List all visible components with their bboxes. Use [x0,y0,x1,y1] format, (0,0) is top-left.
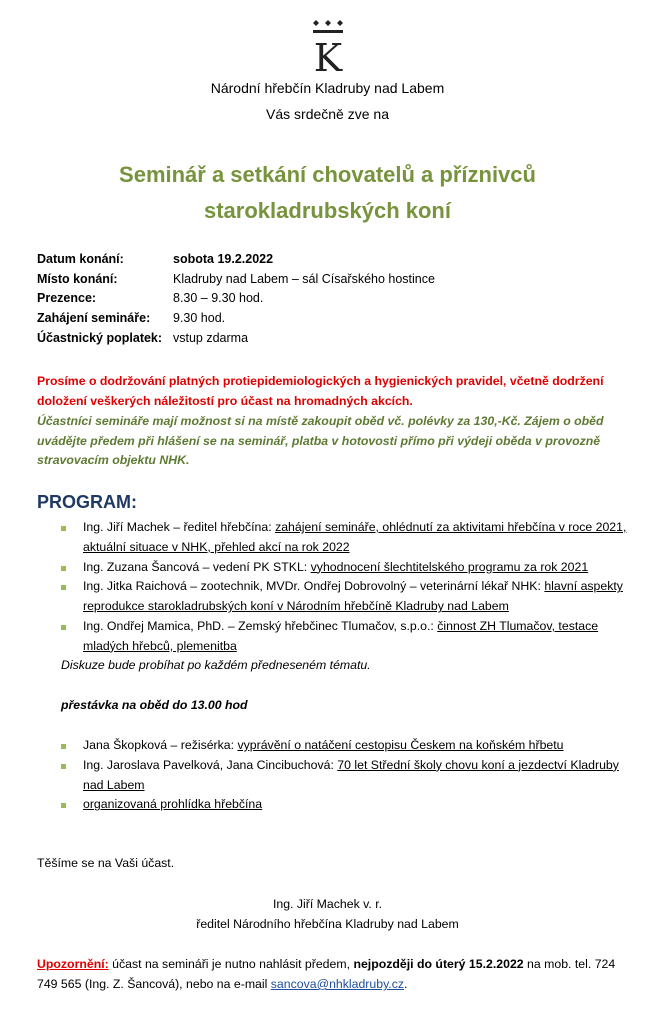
logo-letter: K [313,36,343,74]
discussion-note: Diskuze bude probíhat po každém předneseném tématu. [61,658,371,672]
square-bullet-icon [61,764,66,769]
email-link[interactable]: sancova@nhkladruby.cz [270,977,405,991]
warning-deadline: nejpozději do úterý 15.2.2022 [353,957,524,971]
list-item [59,518,639,558]
info-row-start [37,309,435,329]
kladruby-logo [312,18,344,74]
square-bullet-icon [61,744,66,749]
speaker: Jana Škopková – režisérka: [83,738,238,752]
hygiene-notice: Prosíme o dodržování platných protiepidemiologických a hygienických pravidel, včetně dodržení doložení veškerých náležitostí pro účast na hromadných akcích. [37,374,604,408]
event-info [37,250,435,348]
topic: hlavní aspekty reprodukce starokladrubských koní v Národním hřebčíně Kladruby nad Labem [83,579,623,614]
speaker: Ing. Jaroslava Pavelková, Jana Cincibuchová: [83,757,338,772]
list-item [59,795,639,815]
info-label: Místo konání: [37,271,118,286]
square-bullet-icon [61,526,66,531]
closing-line: Těšíme se na Vaši účast. [37,856,175,870]
list-item [59,617,639,657]
info-value: sobota 19.2.2022 [173,252,274,266]
program-list-afternoon [59,736,639,815]
info-label: Účastnický poplatek: [37,330,163,345]
info-row-date [37,250,435,270]
topic: zahájení semináře, ohlédnutí za aktivitami hřebčína v roce 2021, aktuální situace v NHK, přehled akcí na rok 2022 [83,520,627,554]
topic: organizovaná prohlídka hřebčína [83,797,263,812]
warning-contact: na mob. tel. 724 749 565 (Ing. Z. Šancová), nebo na e-mail [37,957,616,991]
list-item [59,736,639,756]
registration-warning [37,954,627,994]
info-row-registration [37,289,435,309]
info-row-place [37,270,435,290]
program-list-morning [59,518,639,657]
warning-end: . [404,977,408,991]
speaker: Ing. Zuzana Šancová – vedení PK STKL: [83,559,311,574]
info-label: Datum konání: [37,252,124,266]
topic: 70 let Střední školy chovu koní a jezdectví Kladruby nad Labem [83,757,619,792]
list-item [59,577,639,617]
topic: vyprávění o natáčení cestopisu Českem na koňském hřbetu [237,738,564,752]
organization-name: Národní hřebčín Kladruby nad Labem [210,80,445,96]
info-label: Zahájení semináře: [37,311,151,326]
info-value: 8.30 – 9.30 hod. [173,291,264,306]
warning-text: účast na semináři je nutno nahlásit předem, [108,957,354,971]
lunch-break: přestávka na oběd do 13.00 hod [61,698,248,712]
square-bullet-icon [61,566,66,571]
speaker: Ing. Ondřej Mamica, PhD. – Zemský hřebčinec Tlumačov, s.p.o.: [83,618,438,633]
list-item [59,558,639,578]
signature-name: Ing. Jiří Machek v. r. [272,897,383,911]
crown-k-logo-icon [312,18,344,74]
warning-label: Upozornění: [37,957,109,971]
topic: vyhodnocení šlechtitelského programu za rok 2021 [310,559,589,574]
list-item [59,756,639,796]
lunch-notice: Účastníci semináře mají možnost si na místě zakoupit oběd vč. polévky za 130,-Kč. Zájem o oběd uvádějte předem při hlášení se na seminář, platba v hotovosti přímo při výdeji oběda v provozně stravovacím objektu NHK. [37,414,604,467]
topic: činnost ZH Tlumačov, testace mladých hřebců, plemenitba [83,618,599,653]
info-value: vstup zdarma [173,330,249,345]
program-heading: PROGRAM: [37,492,137,512]
title-line-2: starokladrubských koní [204,198,451,223]
square-bullet-icon [61,625,66,630]
square-bullet-icon [61,585,66,590]
title-line-1: Seminář a setkání chovatelů a příznivců [119,162,536,187]
invite-line: Vás srdečně zve na [266,106,389,122]
speaker: Ing. Jitka Raichová – zootechnik, MVDr. Ondřej Dobrovolný – veterinární lékař NHK: [83,579,545,594]
info-value: 9.30 hod. [173,311,226,326]
square-bullet-icon [61,803,66,808]
info-value: Kladruby nad Labem – sál Císařského hostince [173,271,435,286]
speaker: Ing. Jiří Machek – ředitel hřebčína: [83,520,276,534]
info-label: Prezence: [37,291,97,306]
info-row-fee [37,329,435,349]
signature-role: ředitel Národního hřebčína Kladruby nad Labem [196,917,459,931]
